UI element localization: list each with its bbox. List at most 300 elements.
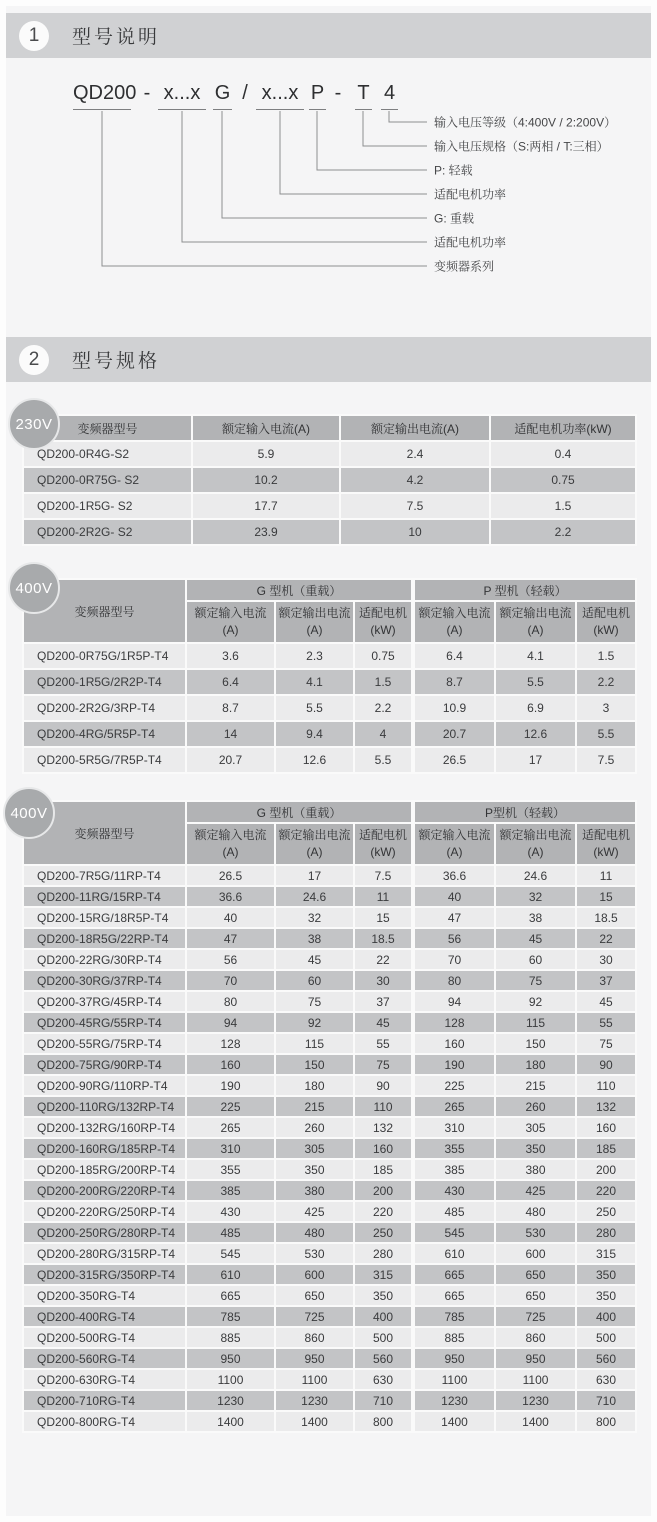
- value-cell: 180: [275, 1075, 354, 1096]
- value-cell: 1.5: [576, 643, 636, 669]
- value-cell: 385: [413, 1159, 495, 1180]
- model-cell: QD200-30RG/37RP-T4: [23, 970, 186, 991]
- model-cell: QD200-250RG/280RP-T4: [23, 1222, 186, 1243]
- value-cell: 20.7: [186, 747, 275, 773]
- table-400v-small: [22, 578, 637, 774]
- model-cell: QD200-280RG/315RP-T4: [23, 1243, 186, 1264]
- model-cell: QD200-7R5G/11RP-T4: [23, 865, 186, 886]
- value-cell: 92: [275, 1012, 354, 1033]
- label-motor-power-g: 适配电机功率: [434, 235, 507, 250]
- value-cell: 55: [576, 1012, 636, 1033]
- value-cell: 115: [275, 1033, 354, 1054]
- value-cell: 190: [186, 1075, 275, 1096]
- value-cell: 12.6: [495, 721, 576, 747]
- value-cell: 260: [495, 1096, 576, 1117]
- table-row: [23, 1306, 636, 1327]
- col-header-g-motor: 适配电机 (kW): [354, 823, 413, 865]
- table-row: [23, 519, 636, 545]
- table-row: [23, 747, 636, 773]
- table-row: [23, 991, 636, 1012]
- value-cell: 2.2: [354, 695, 413, 721]
- value-cell: 38: [275, 928, 354, 949]
- table-row: [23, 1243, 636, 1264]
- value-cell: 480: [275, 1222, 354, 1243]
- value-cell: 500: [576, 1327, 636, 1348]
- value-cell: 18.5: [354, 928, 413, 949]
- model-cell: QD200-350RG-T4: [23, 1285, 186, 1306]
- group-header-row: [23, 579, 636, 601]
- voltage-badge-230v: 230V: [8, 398, 60, 450]
- value-cell: 60: [495, 949, 576, 970]
- value-cell: 710: [354, 1390, 413, 1411]
- value-cell: 1230: [495, 1390, 576, 1411]
- value-cell: 17.7: [192, 493, 340, 519]
- value-cell: 665: [186, 1285, 275, 1306]
- model-cell: QD200-2R2G- S2: [23, 519, 192, 545]
- table-row: [23, 970, 636, 991]
- code-letter-t: T: [355, 82, 372, 110]
- value-cell: 45: [576, 991, 636, 1012]
- value-cell: 260: [275, 1117, 354, 1138]
- value-cell: 665: [413, 1285, 495, 1306]
- value-cell: 305: [275, 1138, 354, 1159]
- code-letter-g: G: [213, 82, 232, 110]
- value-cell: 950: [186, 1348, 275, 1369]
- model-cell: QD200-15RG/18R5P-T4: [23, 907, 186, 928]
- table-230v: [22, 414, 637, 546]
- code-dash-2: -: [334, 82, 342, 104]
- value-cell: 5.5: [576, 721, 636, 747]
- value-cell: 315: [576, 1243, 636, 1264]
- value-cell: 560: [576, 1348, 636, 1369]
- value-cell: 56: [413, 928, 495, 949]
- value-cell: 185: [576, 1138, 636, 1159]
- value-cell: 132: [576, 1096, 636, 1117]
- table-row: [23, 949, 636, 970]
- value-cell: 15: [576, 886, 636, 907]
- value-cell: 37: [354, 991, 413, 1012]
- value-cell: 400: [576, 1306, 636, 1327]
- model-cell: QD200-200RG/220RP-T4: [23, 1180, 186, 1201]
- value-cell: 600: [495, 1243, 576, 1264]
- value-cell: 160: [576, 1117, 636, 1138]
- value-cell: 885: [413, 1327, 495, 1348]
- value-cell: 2.4: [340, 441, 490, 467]
- value-cell: 5.9: [192, 441, 340, 467]
- value-cell: 280: [354, 1243, 413, 1264]
- value-cell: 1.5: [354, 669, 413, 695]
- group-header-p: P型机（轻载）: [413, 801, 636, 823]
- model-cell: QD200-37RG/45RP-T4: [23, 991, 186, 1012]
- model-cell: QD200-75RG/90RP-T4: [23, 1054, 186, 1075]
- col-header-output-current: 额定输出电流(A): [340, 415, 490, 441]
- value-cell: 2.2: [490, 519, 636, 545]
- value-cell: 650: [495, 1285, 576, 1306]
- value-cell: 485: [413, 1201, 495, 1222]
- value-cell: 70: [186, 970, 275, 991]
- value-cell: 128: [413, 1012, 495, 1033]
- col-header-p-motor: 适配电机 (kW): [576, 823, 636, 865]
- section-2-number-badge: 2: [19, 345, 49, 375]
- value-cell: 480: [495, 1201, 576, 1222]
- value-cell: 6.9: [495, 695, 576, 721]
- code-letter-p: P: [309, 82, 326, 110]
- value-cell: 32: [495, 886, 576, 907]
- value-cell: 37: [576, 970, 636, 991]
- table-row: [23, 886, 636, 907]
- model-cell: QD200-630RG-T4: [23, 1369, 186, 1390]
- value-cell: 150: [275, 1054, 354, 1075]
- value-cell: 6.4: [186, 669, 275, 695]
- table-row: [23, 1369, 636, 1390]
- value-cell: 30: [576, 949, 636, 970]
- value-cell: 355: [413, 1138, 495, 1159]
- value-cell: 250: [354, 1222, 413, 1243]
- model-cell: QD200-132RG/160RP-T4: [23, 1117, 186, 1138]
- value-cell: 10: [340, 519, 490, 545]
- value-cell: 150: [495, 1033, 576, 1054]
- table-row: [23, 1138, 636, 1159]
- value-cell: 220: [576, 1180, 636, 1201]
- value-cell: 8.7: [413, 669, 495, 695]
- value-cell: 1400: [495, 1411, 576, 1432]
- model-cell: QD200-220RG/250RP-T4: [23, 1201, 186, 1222]
- value-cell: 47: [186, 928, 275, 949]
- value-cell: 430: [186, 1201, 275, 1222]
- value-cell: 1100: [186, 1369, 275, 1390]
- value-cell: 94: [413, 991, 495, 1012]
- table-row: [23, 493, 636, 519]
- value-cell: 1400: [413, 1411, 495, 1432]
- value-cell: 185: [354, 1159, 413, 1180]
- section-2-header: [6, 337, 651, 382]
- value-cell: 36.6: [413, 865, 495, 886]
- value-cell: 18.5: [576, 907, 636, 928]
- code-digit-4: 4: [381, 82, 398, 110]
- table-block-230v: [15, 414, 635, 546]
- value-cell: 180: [495, 1054, 576, 1075]
- code-series: QD200: [73, 82, 131, 110]
- value-cell: 350: [495, 1138, 576, 1159]
- value-cell: 1230: [413, 1390, 495, 1411]
- value-cell: 90: [354, 1075, 413, 1096]
- value-cell: 15: [354, 907, 413, 928]
- col-header-p-motor: 适配电机 (kW): [576, 601, 636, 643]
- table-row: [23, 1075, 636, 1096]
- value-cell: 2.2: [576, 669, 636, 695]
- value-cell: 200: [354, 1180, 413, 1201]
- table-row: [23, 1390, 636, 1411]
- col-header-p-input: 额定输入电流 (A): [413, 601, 495, 643]
- label-input-voltage-spec: 输入电压规格（S:两相 / T:三相）: [434, 139, 609, 154]
- value-cell: 425: [275, 1201, 354, 1222]
- value-cell: 200: [576, 1159, 636, 1180]
- table-block-400v-small: [15, 578, 635, 774]
- value-cell: 110: [354, 1096, 413, 1117]
- model-cell: QD200-800RG-T4: [23, 1411, 186, 1432]
- col-header-g-output: 额定输出电流 (A): [275, 823, 354, 865]
- value-cell: 350: [576, 1285, 636, 1306]
- value-cell: 26.5: [413, 747, 495, 773]
- value-cell: 630: [576, 1369, 636, 1390]
- model-cell: QD200-0R75G/1R5P-T4: [23, 643, 186, 669]
- value-cell: 22: [354, 949, 413, 970]
- table-row: [23, 441, 636, 467]
- value-cell: 2.3: [275, 643, 354, 669]
- value-cell: 4.1: [495, 643, 576, 669]
- value-cell: 17: [275, 865, 354, 886]
- value-cell: 132: [354, 1117, 413, 1138]
- value-cell: 215: [495, 1075, 576, 1096]
- table-row: [23, 695, 636, 721]
- model-cell: QD200-560RG-T4: [23, 1348, 186, 1369]
- value-cell: 6.4: [413, 643, 495, 669]
- model-cell: QD200-45RG/55RP-T4: [23, 1012, 186, 1033]
- value-cell: 860: [275, 1327, 354, 1348]
- value-cell: 545: [186, 1243, 275, 1264]
- section-1-title: 型号说明: [72, 27, 161, 48]
- value-cell: 26.5: [186, 865, 275, 886]
- table-row: [23, 1117, 636, 1138]
- value-cell: 1.5: [490, 493, 636, 519]
- value-cell: 650: [495, 1264, 576, 1285]
- model-cell: QD200-0R4G-S2: [23, 441, 192, 467]
- value-cell: 11: [576, 865, 636, 886]
- value-cell: 630: [354, 1369, 413, 1390]
- table-row: [23, 1411, 636, 1432]
- value-cell: 7.5: [354, 865, 413, 886]
- value-cell: 885: [186, 1327, 275, 1348]
- value-cell: 225: [413, 1075, 495, 1096]
- code-dash-1: -: [143, 82, 151, 104]
- model-cell: QD200-1R5G- S2: [23, 493, 192, 519]
- model-cell: QD200-160RG/185RP-T4: [23, 1138, 186, 1159]
- value-cell: 560: [354, 1348, 413, 1369]
- model-cell: QD200-110RG/132RP-T4: [23, 1096, 186, 1117]
- page-background: [6, 6, 651, 1516]
- value-cell: 1230: [275, 1390, 354, 1411]
- value-cell: 45: [275, 949, 354, 970]
- label-p-light-load: P: 轻载: [434, 163, 473, 178]
- table-block-400v-large: [10, 800, 635, 1433]
- model-cell: QD200-2R2G/3RP-T4: [23, 695, 186, 721]
- value-cell: 22: [576, 928, 636, 949]
- value-cell: 94: [186, 1012, 275, 1033]
- value-cell: 265: [186, 1117, 275, 1138]
- value-cell: 1100: [495, 1369, 576, 1390]
- col-header-g-input: 额定输入电流 (A): [186, 601, 275, 643]
- value-cell: 310: [413, 1117, 495, 1138]
- value-cell: 250: [576, 1201, 636, 1222]
- value-cell: 80: [413, 970, 495, 991]
- table-row: [23, 907, 636, 928]
- value-cell: 56: [186, 949, 275, 970]
- value-cell: 1400: [275, 1411, 354, 1432]
- value-cell: 17: [495, 747, 576, 773]
- value-cell: 265: [413, 1096, 495, 1117]
- table-row: [23, 865, 636, 886]
- value-cell: 1230: [186, 1390, 275, 1411]
- value-cell: 38: [495, 907, 576, 928]
- table-400v-large: [22, 800, 637, 1433]
- value-cell: 1100: [275, 1369, 354, 1390]
- value-cell: 310: [186, 1138, 275, 1159]
- value-cell: 355: [186, 1159, 275, 1180]
- table-row: [23, 1222, 636, 1243]
- value-cell: 75: [354, 1054, 413, 1075]
- code-slash: /: [242, 82, 248, 104]
- group-header-g: G 型机（重载）: [186, 579, 413, 601]
- value-cell: 380: [495, 1159, 576, 1180]
- value-cell: 5.5: [275, 695, 354, 721]
- value-cell: 225: [186, 1096, 275, 1117]
- value-cell: 190: [413, 1054, 495, 1075]
- value-cell: 530: [275, 1243, 354, 1264]
- col-header-p-output: 额定输出电流 (A): [495, 601, 576, 643]
- value-cell: 90: [576, 1054, 636, 1075]
- value-cell: 425: [495, 1180, 576, 1201]
- value-cell: 32: [275, 907, 354, 928]
- value-cell: 70: [413, 949, 495, 970]
- table-row: [23, 1054, 636, 1075]
- model-cell: QD200-185RG/200RP-T4: [23, 1159, 186, 1180]
- col-header-model: 变频器型号: [23, 415, 192, 441]
- value-cell: 4: [354, 721, 413, 747]
- value-cell: 3: [576, 695, 636, 721]
- value-cell: 160: [354, 1138, 413, 1159]
- table-row: [23, 1201, 636, 1222]
- section-2-title: 型号规格: [72, 351, 161, 372]
- voltage-badge-400v-large: 400V: [3, 787, 55, 839]
- table-row: [23, 1264, 636, 1285]
- value-cell: 385: [186, 1180, 275, 1201]
- model-cell: QD200-5R5G/7R5P-T4: [23, 747, 186, 773]
- label-inverter-series: 变频器系列: [434, 259, 495, 274]
- value-cell: 380: [275, 1180, 354, 1201]
- value-cell: 350: [275, 1159, 354, 1180]
- col-header-motor-power: 适配电机功率(kW): [490, 415, 636, 441]
- value-cell: 5.5: [495, 669, 576, 695]
- table-row: [23, 1159, 636, 1180]
- model-cell: QD200-315RG/350RP-T4: [23, 1264, 186, 1285]
- value-cell: 305: [495, 1117, 576, 1138]
- group-header-p: P 型机（轻载）: [413, 579, 636, 601]
- model-cell: QD200-90RG/110RP-T4: [23, 1075, 186, 1096]
- value-cell: 485: [186, 1222, 275, 1243]
- col-header-model: 变频器型号: [23, 579, 186, 643]
- model-code-diagram: [6, 58, 651, 330]
- value-cell: 11: [354, 886, 413, 907]
- value-cell: 610: [413, 1243, 495, 1264]
- value-cell: 4.2: [340, 467, 490, 493]
- table-row: [23, 928, 636, 949]
- value-cell: 14: [186, 721, 275, 747]
- col-header-p-output: 额定输出电流 (A): [495, 823, 576, 865]
- col-header-g-input: 额定输入电流 (A): [186, 823, 275, 865]
- value-cell: 24.6: [495, 865, 576, 886]
- value-cell: 9.4: [275, 721, 354, 747]
- model-cell: QD200-710RG-T4: [23, 1390, 186, 1411]
- model-cell: QD200-400RG-T4: [23, 1306, 186, 1327]
- value-cell: 110: [576, 1075, 636, 1096]
- section-1-number-badge: 1: [19, 21, 49, 51]
- value-cell: 950: [413, 1348, 495, 1369]
- value-cell: 1100: [413, 1369, 495, 1390]
- value-cell: 350: [576, 1264, 636, 1285]
- col-header-p-input: 额定输入电流 (A): [413, 823, 495, 865]
- label-motor-power-p: 适配电机功率: [434, 187, 507, 202]
- col-header-model: 变频器型号: [23, 801, 186, 865]
- table-row: [23, 1327, 636, 1348]
- value-cell: 215: [275, 1096, 354, 1117]
- value-cell: 500: [354, 1327, 413, 1348]
- value-cell: 36.6: [186, 886, 275, 907]
- table-row: [23, 467, 636, 493]
- value-cell: 950: [495, 1348, 576, 1369]
- value-cell: 430: [413, 1180, 495, 1201]
- table-row: [23, 1285, 636, 1306]
- value-cell: 545: [413, 1222, 495, 1243]
- value-cell: 4.1: [275, 669, 354, 695]
- table-row: [23, 1012, 636, 1033]
- value-cell: 0.4: [490, 441, 636, 467]
- value-cell: 7.5: [340, 493, 490, 519]
- value-cell: 40: [413, 886, 495, 907]
- value-cell: 710: [576, 1390, 636, 1411]
- table-row: [23, 1096, 636, 1117]
- model-cell: QD200-11RG/15RP-T4: [23, 886, 186, 907]
- value-cell: 5.5: [354, 747, 413, 773]
- value-cell: 20.7: [413, 721, 495, 747]
- value-cell: 75: [576, 1033, 636, 1054]
- model-cell: QD200-22RG/30RP-T4: [23, 949, 186, 970]
- table-row: [23, 721, 636, 747]
- value-cell: 40: [186, 907, 275, 928]
- value-cell: 45: [354, 1012, 413, 1033]
- value-cell: 12.6: [275, 747, 354, 773]
- value-cell: 92: [495, 991, 576, 1012]
- value-cell: 0.75: [354, 643, 413, 669]
- value-cell: 725: [275, 1306, 354, 1327]
- table-row: [23, 643, 636, 669]
- model-cell: QD200-500RG-T4: [23, 1327, 186, 1348]
- value-cell: 350: [354, 1285, 413, 1306]
- value-cell: 600: [275, 1264, 354, 1285]
- value-cell: 160: [413, 1033, 495, 1054]
- value-cell: 10.2: [192, 467, 340, 493]
- value-cell: 665: [413, 1264, 495, 1285]
- value-cell: 315: [354, 1264, 413, 1285]
- value-cell: 800: [354, 1411, 413, 1432]
- table-header-row: [23, 415, 636, 441]
- value-cell: 24.6: [275, 886, 354, 907]
- model-cell: QD200-1R5G/2R2P-T4: [23, 669, 186, 695]
- value-cell: 23.9: [192, 519, 340, 545]
- model-cell: QD200-18R5G/22RP-T4: [23, 928, 186, 949]
- value-cell: 530: [495, 1222, 576, 1243]
- value-cell: 45: [495, 928, 576, 949]
- label-g-heavy-load: G: 重载: [434, 211, 475, 226]
- value-cell: 725: [495, 1306, 576, 1327]
- value-cell: 60: [275, 970, 354, 991]
- model-cell: QD200-55RG/75RP-T4: [23, 1033, 186, 1054]
- model-cell: QD200-4RG/5R5P-T4: [23, 721, 186, 747]
- value-cell: 280: [576, 1222, 636, 1243]
- value-cell: 55: [354, 1033, 413, 1054]
- voltage-badge-400v-small: 400V: [8, 562, 60, 614]
- section-1-header: [6, 13, 651, 58]
- col-header-g-motor: 适配电机 (kW): [354, 601, 413, 643]
